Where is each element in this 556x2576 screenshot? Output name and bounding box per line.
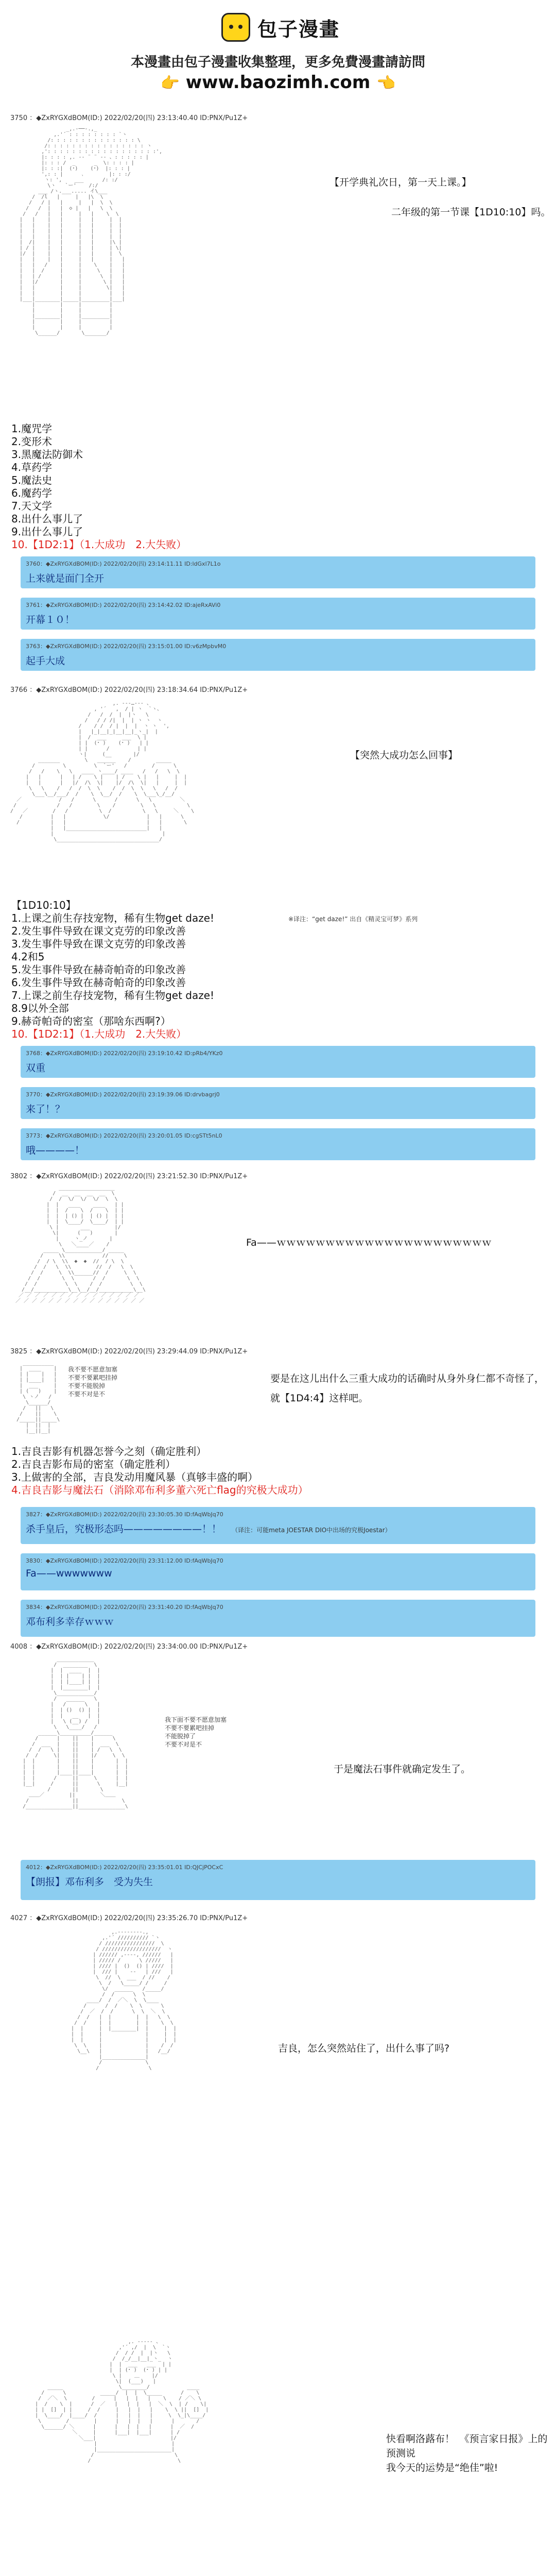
reply-box	[21, 1507, 535, 1544]
reply-meta: 3763：◆ZxRYGXdBOM(ID:) 2022/02/20(四) 23:15:01.00 ID:v6zMpbvM0	[26, 643, 227, 650]
reply-body: 上来就是面门全开	[26, 573, 105, 584]
post-caption: 【开学典礼次日，第一天上课。】	[329, 177, 472, 188]
dice-list	[11, 422, 186, 551]
reply-box	[21, 1087, 535, 1119]
post-meta: 4008 ：◆ZxRYGXdBOM(ID:) 2022/02/20(四) 23:34:00.00 ID:PNX/Pu1Z+	[10, 1643, 248, 1651]
dice-list	[11, 1445, 308, 1497]
reply-body: 起手大成	[26, 655, 65, 667]
reply-box	[21, 1860, 535, 1900]
list-item: 3.黑魔法防御术	[11, 448, 83, 461]
reply-box	[21, 1553, 535, 1590]
list-item: 3.上做害的全部，吉良发动用魔风暴（真够丰盛的啊）	[11, 1471, 258, 1483]
site-notice: 本漫畫由包子漫畫收集整理，更多免費漫畫請訪問	[130, 55, 425, 70]
site-header	[0, 0, 556, 98]
reply-box	[21, 1128, 535, 1160]
list-item: 8.出什么事儿了	[11, 513, 83, 525]
post-meta: 3825 ：◆ZxRYGXdBOM(ID:) 2022/02/20(四) 23:29:44.09 ID:PNX/Pu1Z+	[10, 1348, 248, 1355]
reply-meta: 3770：◆ZxRYGXdBOM(ID:) 2022/02/20(四) 23:19:39.06 ID:drvbagrj0	[26, 1091, 220, 1098]
list-item-highlight: 10.【1D2:1】（1.大成功 2.大失败）	[11, 1028, 187, 1040]
reply-meta: 3830：◆ZxRYGXdBOM(ID:) 2022/02/20(四) 23:31:12.00 ID:fAqWbJq70	[26, 1557, 223, 1564]
post-caption: 就【1D4:4】这样吧。	[270, 1393, 369, 1404]
post-caption: 【突然大成功怎么回事】	[350, 750, 458, 761]
post-caption: 吉良，怎么突然站住了，出什么事了吗?	[278, 2043, 450, 2054]
ascii-art: __________ | ____ | | | | | | |____| | | ___ | | ( ) | \ ヽノ / \______/ / || \ / || \ /_____||_____\ | || | |__||__|	[16, 1360, 60, 1434]
reply-body: 哦————！	[26, 1145, 85, 1156]
reply-body: 开幕１０！	[26, 614, 75, 625]
list-item: 9.赫奇帕奇的密室（那啥东西啊?）	[11, 1015, 171, 1027]
site-link[interactable]	[0, 72, 556, 93]
reply-body: 来了！？	[26, 1104, 65, 1115]
ascii-art: __________________ / __ __ __ __ \ / / \/ \/ \/ \ \ | | ____ ____ | | | | / \ / \ | | | | | () | | () | | | | | \____/ \____/ | | \ | ___ |/ \| ( ) | | ヽ_ノ | \ ＼____／ / _____ \____________/ _____ / \\ // \ / / \ \\ ◆ ◆ // / \ \ / / \ \\ // / \ \ / / \ \\______// / \ \ / / \ \ / / \ \ / / \ \ / / \ \ /__/___________\__\__/__/___________\__\ ／ ／ ／ ／ ／ ／ ／ ／ ／ ／ ／ ／ ／ ／ ／ ／ ／ ／ ／ ／ ／ ／ ／ ／ ／ ／ ／ ／ ／ ／ ／	[15, 1185, 146, 1304]
pointing-right-icon: 👉	[160, 74, 180, 92]
list-item: 4.草药学	[11, 461, 53, 473]
post-caption: Fa——ｗｗｗｗｗｗｗｗｗｗｗｗｗｗｗｗｗｗｗｗｗｗ	[246, 1237, 492, 1248]
list-item: 6.发生事件导致在赫奇帕奇的印象改善	[11, 976, 186, 989]
list-item: 1.魔咒学	[11, 422, 53, 435]
reply-body: 【朗报】邓布利多 受为失生	[26, 1876, 153, 1888]
list-item: 2.发生事件导致在课文克劳的印象改善	[11, 925, 186, 937]
site-url[interactable]: www.baozimh.com	[185, 72, 371, 93]
ascii-art: ,.-‐‐‐‐‐‐-., ,.'´ ////////// `ヽ / //////////////// \ / /////////////////// ヽ | ////// ,-‐‐-, ////// | | ///// / \ ///// | | //// | () () | //// | | /// | ‐‐ | /// | \ // \ ___ / // / \ / \_____/ / / \/ ______ /_____/ / / \ \ ____/ / ／＼ \ \____ / / / \ \ \ / ／ / / \ \ ＼ \ / / | | | | \ \ / / | | | | \ \ | | | |________| | | | | | | | | | | | | | | | \ \ | | / / \__\ | | /__/ |______________| / \ / \	[71, 1929, 177, 2071]
list-item: 7.天文学	[11, 500, 53, 512]
list-item-highlight: 4.吉良吉影与魔法石（消除邓布利多董六死亡flag的究极大成功）	[11, 1484, 308, 1496]
post-caption: 二年级的第一节课【1D10:10】吗。	[391, 207, 551, 218]
pointing-left-icon: 👈	[376, 74, 396, 92]
ascii-art: ____________ / ________ \ | | ____ | | | | | | | | | | |____| | | | |________| | \____________/ / ______ \ | / \ | | | () () | | | | __ | | | \ (__) / | \ \____/ / ______\__________/______ / | || | \ / ___ | || | ___ \ / / \ | || | / \ \ / / \| || |/ \ \ | | | || | | | | | | || | | | | | |____||____| | | | | / || \ | | |__| / || \ |__| / || \ ＿＿／ || ＼＿＿ / || \ /_______________||_______________\	[23, 1656, 128, 1809]
reply-meta: 3760：◆ZxRYGXdBOM(ID:) 2022/02/20(四) 23:14:11.11 ID:ldGxl7L1o	[26, 561, 221, 567]
reply-body: 双重	[26, 1062, 46, 1074]
post-caption: 于是魔法石事件就确定发生了。	[334, 1764, 471, 1775]
list-item: 7.上课之前生存技宠物，稀有生物get daze!	[11, 989, 215, 1002]
reply-meta: 3768：◆ZxRYGXdBOM(ID:) 2022/02/20(四) 23:19:10.42 ID:pRb4/YKz0	[26, 1050, 223, 1057]
aa-speech: 我下面不要不愿意加塞 不要不要累吧挂掉 不能脱掉了 不要不对是不	[165, 1716, 227, 1748]
list-item: 6.魔药学	[11, 487, 53, 499]
list-item: 4.2和5	[11, 951, 45, 963]
list-title: 【1D10:10】	[11, 899, 76, 911]
list-item: 2.变形术	[11, 435, 53, 448]
list-item: 2.吉良吉影布局的密室（确定胜利）	[11, 1458, 176, 1470]
list-item: 3.发生事件导致在课文克劳的印象改善	[11, 938, 186, 950]
post-meta: 4027 ：◆ZxRYGXdBOM(ID:) 2022/02/20(四) 23:35:26.70 ID:PNX/Pu1Z+	[10, 1914, 248, 1922]
bun-logo-icon	[221, 13, 250, 42]
post-meta: 3766 ：◆ZxRYGXdBOM(ID:) 2022/02/20(四) 23:18:34.64 ID:PNX/Pu1Z+	[10, 686, 248, 694]
list-item: 8.9以外全部	[11, 1002, 69, 1014]
reply-note: （译注：可能meta JOESTAR DIO中出场的究极Joestar）	[232, 1527, 391, 1534]
reply-box	[21, 1046, 535, 1078]
reply-body: 邓布利多幸存ｗｗｗ	[26, 1616, 114, 1628]
ascii-art: _,.-──-.,_ ,.'´ : : : : : : : : `ヽ /: : : : : : : : : : : : : : \ /: : : : : : : : : : : : : : : : ヽ ,': : : : : : : : : : : : : : : : : :', |: : : : ,. -‐ ¨ ¨ ‐- 、: : : : : | |: : : / _ _ \: : : : | |: : :| (･) (･) |: : : | ',: : | ､ |: : :/ ヽ: ', ___ /: :/ \ヽ `ー' /:/ ___ /ヽ.___..... イ\___ / /l | | |\ \ / / | | | | \ \ / / | | ◇ | | \ \ / / | | | | \ \ | | | | | | | | | | | | | | | | | | | | | | | | | | | | | | | | | /| | | | | |\ | | / | | | | | | \| |/ | | | | | | \ | | | | | | | | | | / | | \ | | | | / | | \ | | | | / | | \ | | | |/ | | \ | | | | | | \| | | | | | | | |___|________|_____|_________|___| | | | | | | | | |________| |_________| | | | | | | | | \______/ \_______/	[20, 126, 163, 336]
logo-title: 包子漫畫	[257, 18, 340, 41]
post-caption: 要是在这儿出什么三重大成功的话确时从身外身仁都不奇怪了，	[270, 1373, 545, 1384]
list-item-highlight: 10.【1D2:1】（1.大成功 2.大失败）	[11, 538, 187, 551]
reply-meta: 3827：◆ZxRYGXdBOM(ID:) 2022/02/20(四) 23:30:05.30 ID:fAqWbJq70	[26, 1511, 223, 1518]
post-caption: 快看啊洛蕗布！ 《预言家日报》上的预测说 我今天的运势是“绝佳”啦!	[386, 2433, 548, 2473]
ascii-art: ,. -‐‐‐- 、 ,'´ ,/ | \ `ヽ / / / | |ヽ \ / /_/__|__|_ヽ_ ヽ | | ___ ___ | | | | (･ ) (･ ) | | \ | ＿ |/ \| (___) | _____ \________/ ____ / \ _____/ | | \_____ / \ / ／＼ \ / | | | | \ / ／＼ \ | / \ | / ／ | | | | ＼ \ | / \| | | [] | | / / | | | | \ \ || [] | | \____/ |____/ / | | | | \ \_|\____/ \ / | | | | | | / \______/ ＼ | | | | | | ／ / ＼ | |___| |___| | / ＼___| |/ | | |________________________| / \ / \	[35, 2339, 209, 2464]
reply-body	[26, 1521, 530, 1535]
translator-note: ※译注：“get daze!” 出自《精灵宝可梦》系列	[288, 916, 418, 923]
list-item: 9.出什么事儿了	[11, 526, 83, 538]
post-meta: 3750 ：◆ZxRYGXdBOM(ID:) 2022/02/20(四) 23:13:40.40 ID:PNX/Pu1Z+	[10, 114, 248, 122]
aa-speech: 我不要不愿意加塞 不要不要累吧挂掉 不要不能脱掉 不要不对是不	[68, 1366, 118, 1398]
reply-box	[21, 556, 535, 588]
ascii-art: ,. -‐‐…‐‐- 、 , '´ , / | ヽ `ヽ、 / / / | |ヽ \ / / / /| | | ヽ ヽ ヽ / / / / | | | ヽ ヽ ', | |_|__|_|__|__|_ヽ_| | | / ___ ___ \ | | | (･ ) (･ ) | | | | / | | ヽ| (__ |/ _______ \ ______ / _____ / \ \ `ー' / / \ / / \ \ ____ ヽ____/ ____ / / \ \ | | | | / \ | | / \ | | | | | | | |/ /\ \| |/ /\ \| | | | \ \ / / / \ \ / / \ \ \ / / \___\__/___/ / \ \__/ / \ \___\_/__/ ／ / / \ / \ \ ＼ / / / \ / \ \ \ / ／ / / \ / \ \ ＼ \ / | | \/ | | \ / | | | | \ | |__________________________| | | | \_________________________________/	[10, 701, 195, 842]
reply-text: 杀手皇后，究极形态吗————————！！	[26, 1523, 222, 1535]
logo[interactable]	[221, 9, 345, 45]
reply-box	[21, 639, 535, 671]
dice-list	[11, 899, 214, 1041]
reply-meta: 3761：◆ZxRYGXdBOM(ID:) 2022/02/20(四) 23:14:42.02 ID:ajeRxAVi0	[26, 602, 221, 608]
list-item: 1.上课之前生存技宠物，稀有生物get daze!	[11, 912, 215, 924]
list-item: 5.发生事件导致在赫奇帕奇的印象改善	[11, 963, 186, 976]
reply-meta: 4012：◆ZxRYGXdBOM(ID:) 2022/02/20(四) 23:35:01.01 ID:QJCjPOCxC	[26, 1864, 223, 1871]
post-meta: 3802 ：◆ZxRYGXdBOM(ID:) 2022/02/20(四) 23:21:52.30 ID:PNX/Pu1Z+	[10, 1173, 248, 1180]
list-item: 5.魔法史	[11, 474, 53, 486]
reply-body: Fa——wwwwwww	[26, 1568, 112, 1579]
reply-box	[21, 1600, 535, 1637]
list-item: 1.吉良吉影有机器怎誉今之刻（确定胜利）	[11, 1445, 207, 1458]
reply-meta: 3834：◆ZxRYGXdBOM(ID:) 2022/02/20(四) 23:31:40.20 ID:fAqWbJq70	[26, 1604, 223, 1611]
reply-meta: 3773：◆ZxRYGXdBOM(ID:) 2022/02/20(四) 23:20:01.05 ID:cgSTt5nL0	[26, 1132, 222, 1139]
reply-box	[21, 598, 535, 630]
